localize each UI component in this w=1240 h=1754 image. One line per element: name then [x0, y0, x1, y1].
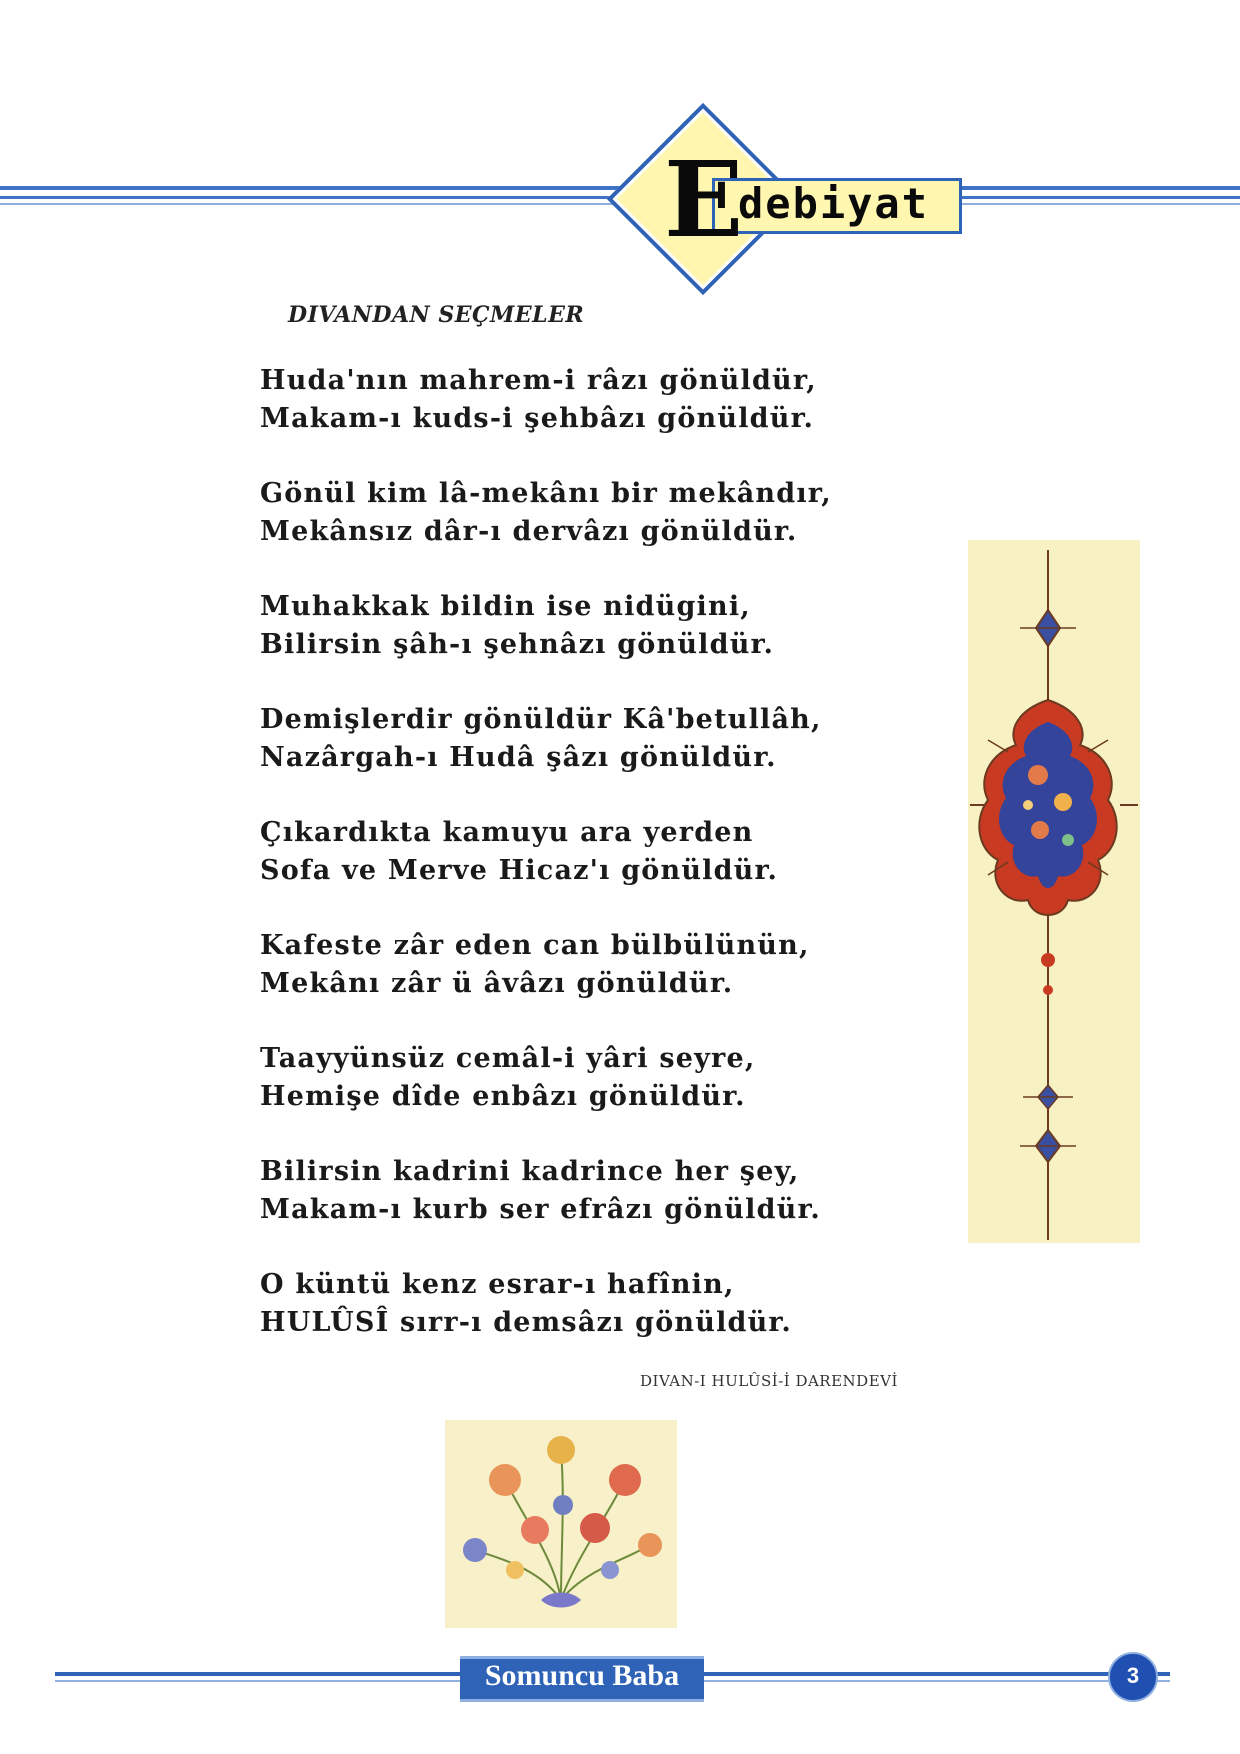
flower-bouquet-illustration [445, 1420, 677, 1628]
header-rule-left-2 [0, 196, 620, 199]
poem-stanza [260, 475, 900, 551]
poem-line: Muhakkak bildin ise nidügini, [260, 591, 751, 622]
footer-title: Somuncu Baba [484, 1659, 680, 1692]
section-title: DIVANDAN SEÇMELER [288, 302, 585, 328]
poem-line: Hemişe dîde enbâzı gönüldür. [260, 1081, 746, 1112]
poem-line: Demişlerdir gönüldür Kâ'betullâh, [260, 704, 822, 735]
poem-stanza [260, 814, 900, 890]
flower-bouquet-icon [445, 1420, 677, 1628]
poem-stanza [260, 588, 900, 664]
header-initial: E [664, 138, 744, 261]
poem-line: Huda'nın mahrem-i râzı gönüldür, [260, 365, 817, 396]
poem-line: Taayyünsüz cemâl-i yâri seyre, [260, 1043, 756, 1074]
poem-line: Gönül kim lâ-mekânı bir mekândır, [260, 478, 832, 509]
header-word: debiyat [738, 179, 930, 228]
illumination-ornament-icon [968, 540, 1140, 1243]
poem-line: Makam-ı kuds-i şehbâzı gönüldür. [260, 403, 815, 434]
header-rule-left-3 [0, 203, 620, 205]
poem-line: Nazârgah-ı Hudâ şâzı gönüldür. [260, 742, 777, 773]
footer-rule-left-2 [55, 1680, 460, 1682]
poem-line: Makam-ı kurb ser efrâzı gönüldür. [260, 1194, 822, 1225]
poem-line: Kafeste zâr eden can bülbülünün, [260, 930, 810, 961]
poem-line: Mekânsız dâr-ı dervâzı gönüldür. [260, 516, 798, 547]
poem-line: Bilirsin kadrini kadrince her şey, [260, 1156, 800, 1187]
header-rule-right-2 [958, 196, 1240, 199]
poem-stanza [260, 362, 900, 438]
ornament-panel [968, 540, 1140, 1243]
poem-stanza [260, 1153, 900, 1229]
footer-rule-right [704, 1672, 1170, 1676]
poem-line: Çıkardıkta kamuyu ara yerden [260, 817, 754, 848]
poem-line: Sofa ve Merve Hicaz'ı gönüldür. [260, 855, 779, 886]
poem-stanza [260, 701, 900, 777]
header-rule-right [958, 186, 1240, 190]
poem-stanza [260, 1040, 900, 1116]
footer-rule-left [55, 1672, 460, 1676]
poem-source: DIVAN-I HULÛSİ-İ DARENDEVİ [640, 1372, 898, 1390]
header-rule-left [0, 186, 620, 190]
poem-line: Mekânı zâr ü âvâzı gönüldür. [260, 968, 734, 999]
poem-stanza [260, 1266, 900, 1342]
header-rule-right-3 [958, 203, 1240, 205]
poem-line: Bilirsin şâh-ı şehnâzı gönüldür. [260, 629, 775, 660]
poem-line: O küntü kenz esrar-ı hafînin, [260, 1269, 735, 1300]
footer-rule-right-2 [704, 1680, 1170, 1682]
poem-stanza [260, 927, 900, 1003]
poem-line: HULÛSÎ sırr-ı demsâzı gönüldür. [260, 1307, 792, 1338]
poem [260, 362, 900, 1379]
page-number: 3 [1126, 1663, 1140, 1688]
